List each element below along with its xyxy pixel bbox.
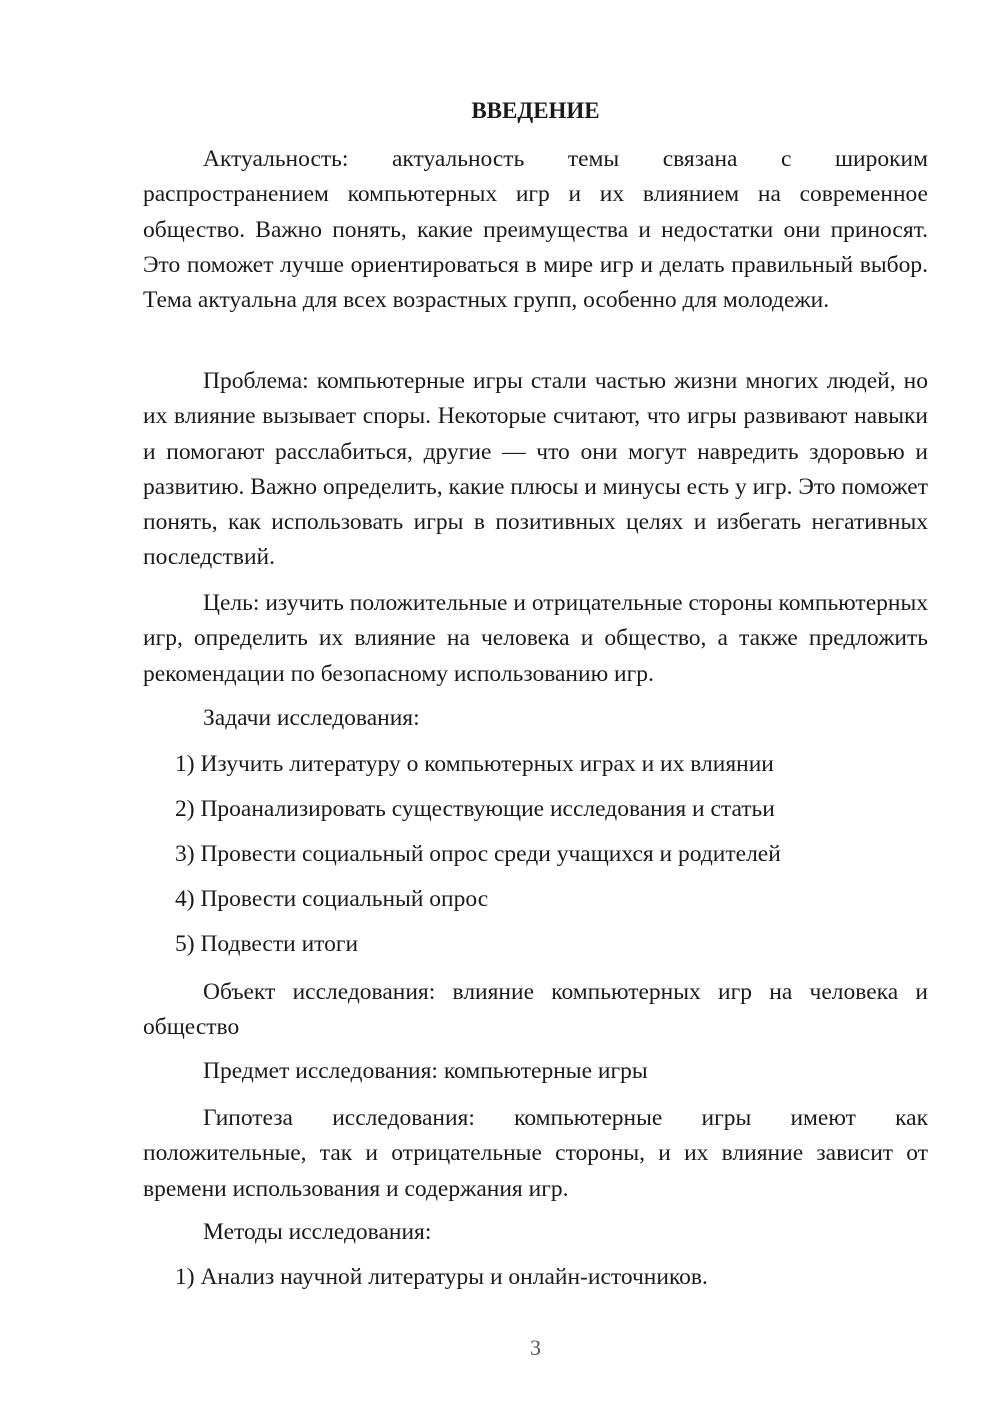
task-item: 3) Провести социальный опрос среди учащихся и родителей (175, 841, 781, 867)
tasks-heading: Задачи исследования: (203, 705, 420, 731)
object-paragraph: Объект исследования: влияние компьютерных игр на человека и общество (143, 979, 928, 1041)
page-title: ВВЕДЕНИЕ (471, 98, 600, 123)
methods-heading: Методы исследования: (203, 1219, 432, 1245)
goal-paragraph: Цель: изучить положительные и отрицательные стороны компьютерных игр, определить их влияние на человека и общество, а также предложить рекомендации по безопасному использованию игр. (143, 590, 928, 687)
task-item: 2) Проанализировать существующие исследования и статьи (175, 796, 775, 822)
task-item: 4) Провести социальный опрос (175, 886, 489, 912)
task-item: 1) Изучить литературу о компьютерных играх и их влиянии (175, 751, 774, 777)
subject-line: Предмет исследования: компьютерные игры (203, 1058, 648, 1084)
task-item: 5) Подвести итоги (175, 931, 359, 957)
hypothesis-paragraph: Гипотеза исследования: компьютерные игры имеют как положительные, так и отрицательные стороны, и их влияние зависит от времени использования и содержания игр. (143, 1105, 928, 1202)
relevance-paragraph: Актуальность: актуальность темы связана с широким распространением компьютерных игр и их влиянием на современное общество. Важно понять, какие преимущества и недостатки они приносят. Это поможет лучше ориентироваться в мире игр и делать правильный выбор. Тема актуальна для всех возрастных групп, особенно для молодежи. (143, 146, 928, 314)
page-number: 3 (530, 1335, 541, 1360)
problem-paragraph: Проблема: компьютерные игры стали частью жизни многих людей, но их влияние вызывает споры. Некоторые считают, что игры развивают навыки и помогают расслабиться, другие — что они могут навредить здоровью и развитию. Важно определить, какие плюсы и минусы есть у игр. Это поможет понять, как использовать игры в позитивных целях и избегать негативных последствий. (143, 368, 928, 571)
method-item: 1) Анализ научной литературы и онлайн-источников. (175, 1264, 708, 1290)
